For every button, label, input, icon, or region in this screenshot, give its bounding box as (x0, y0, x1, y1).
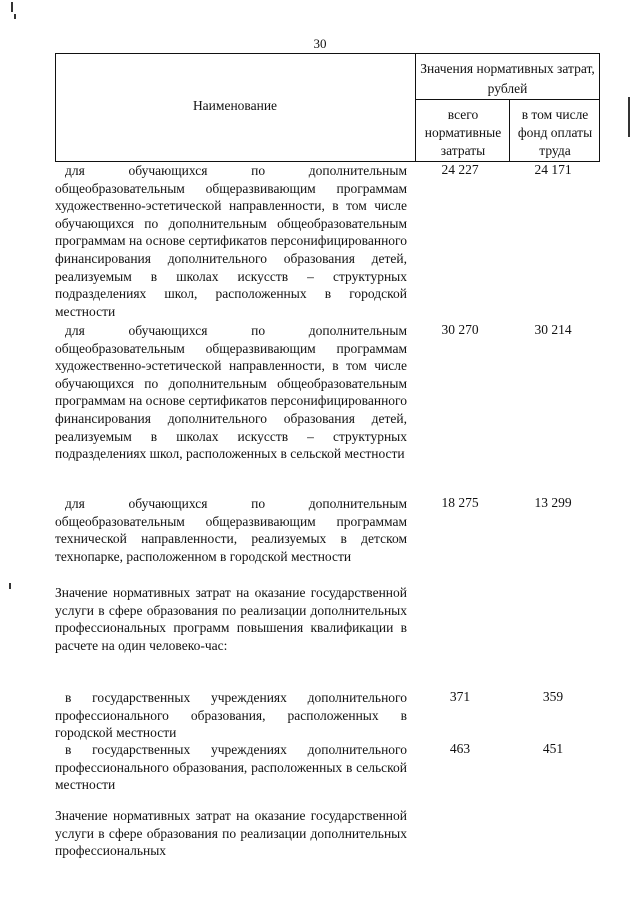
column-header-name: Наименование (192, 98, 278, 113)
scan-mark (14, 14, 16, 19)
table-subheader-border (415, 99, 600, 100)
table-top-border (55, 53, 600, 54)
table-row-salary: 451 (542, 741, 564, 756)
table-row-total: 30 270 (441, 322, 479, 337)
page-number: 30 (313, 36, 327, 51)
table-row-text: в государственных учреждениях дополнительного профессионального образования, расположенных в городской местности (55, 690, 407, 741)
table-row-text: в государственных учреждениях дополнительного профессионального образования, расположенных в сельской местности (55, 742, 407, 793)
table-row-salary: 30 214 (534, 322, 572, 337)
scan-mark (9, 583, 11, 589)
table-row-total: 24 227 (441, 162, 479, 177)
table-row-total: 18 275 (441, 495, 479, 510)
column-header-total: всего нормативные затраты (424, 107, 502, 158)
section-paragraph: Значение нормативных затрат на оказание государственной услуги в сфере образования по реализации дополнительных профессиональных (55, 808, 407, 859)
table-row-text: для обучающихся по дополнительным общеобразовательным общеразвивающим программам художественно-эстетической направленности, в том числе обучающихся по дополнительным общеобразовательным программам на основе сертификатов персонифицированного финансирования дополнительного образования детей, реализуемым в школах искусств – структурных подразделениях школ, расположенных в городской местности (55, 163, 407, 319)
table-row-text: для обучающихся по дополнительным общеобразовательным общеразвивающим программам художественно-эстетической направленности, в том числе обучающихся по дополнительным общеобразовательным программам на основе сертификатов персонифицированного финансирования дополнительного образования детей, реализуемым в школах искусств – структурных подразделениях школ, расположенных в сельской местности (55, 323, 407, 462)
table-row-salary: 24 171 (534, 162, 572, 177)
table-row-salary: 359 (542, 689, 564, 704)
table-row-salary: 13 299 (534, 495, 572, 510)
scan-mark (628, 97, 630, 137)
column-header-values: Значения нормативных затрат, рублей (420, 61, 595, 96)
table-row-total: 371 (449, 689, 471, 704)
section-paragraph: Значение нормативных затрат на оказание государственной услуги в сфере образования по реализации дополнительных профессиональных программ повышения квалификации в расчете на один человеко-час: (55, 585, 407, 653)
table-right-border (599, 53, 600, 162)
table-subcol-divider (509, 99, 510, 162)
table-row-total: 463 (449, 741, 471, 756)
table-row-text: для обучающихся по дополнительным общеобразовательным общеразвивающим программам технической направленности, реализуемых в детском технопарке, расположенном в городской местности (55, 496, 407, 564)
scan-mark (11, 2, 13, 12)
column-header-salary: в том числе фонд оплаты труда (517, 107, 593, 158)
